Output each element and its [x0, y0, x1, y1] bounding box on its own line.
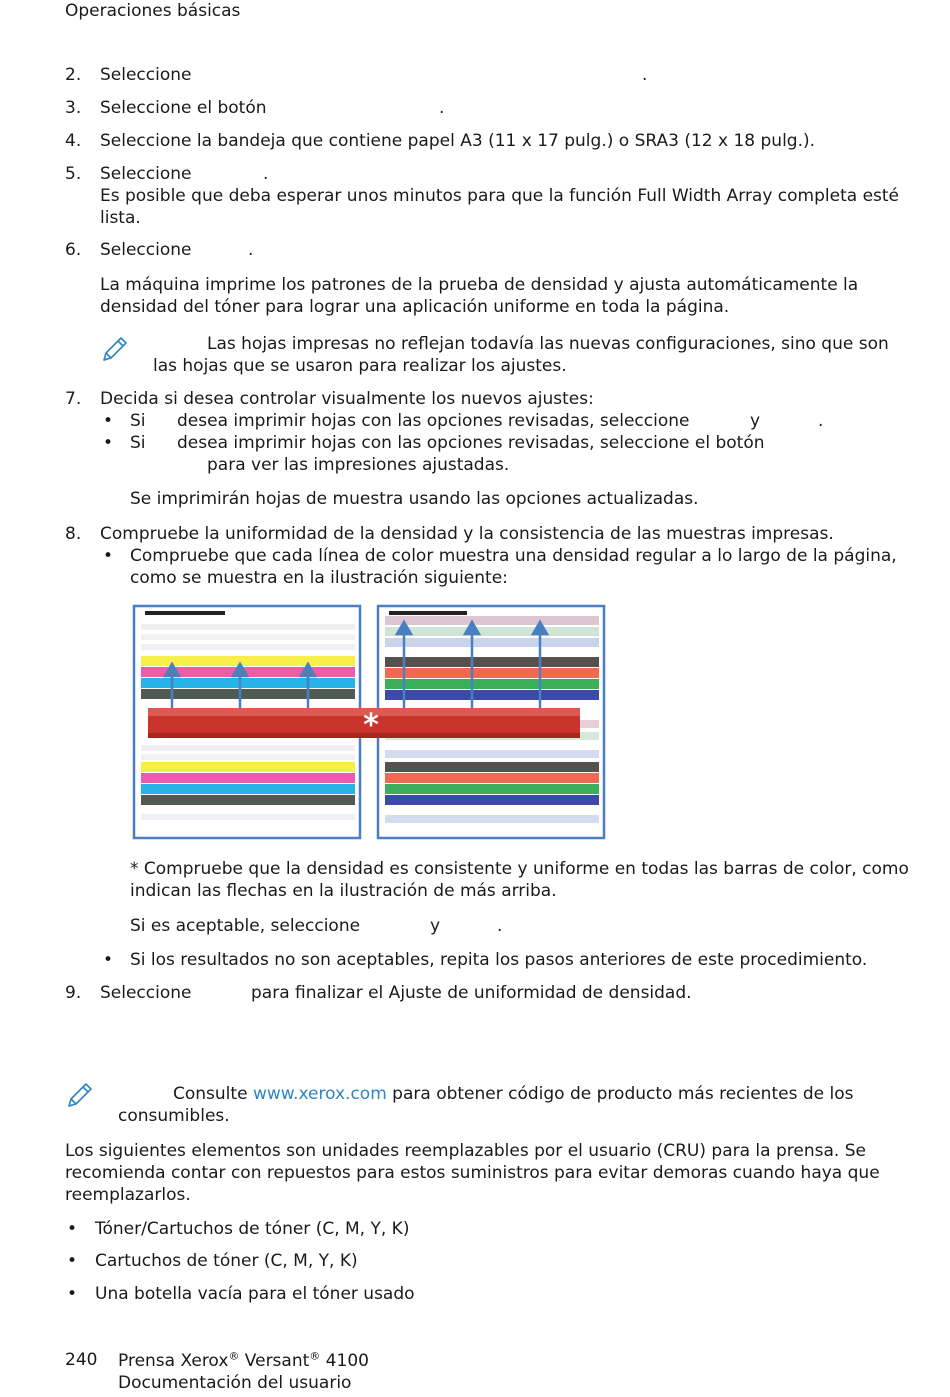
registered-mark: ®: [228, 1349, 240, 1363]
pencil-note-icon: [100, 334, 130, 364]
step-number: 3.: [65, 98, 82, 118]
bullet: •: [103, 433, 114, 453]
density-uniformity-illustration: [132, 602, 608, 842]
step-trail: .: [642, 65, 648, 85]
bullet: •: [103, 546, 114, 566]
product-name: Versant: [239, 1351, 310, 1371]
step-number: 9.: [65, 983, 82, 1003]
page-number: 240: [65, 1350, 98, 1370]
banner-asterisk: *: [363, 708, 379, 743]
bullet: •: [67, 1251, 78, 1271]
paragraph: .: [497, 916, 503, 936]
step-trail: para finalizar el Ajuste de uniformidad de densidad.: [251, 983, 692, 1003]
product-model: 4100: [320, 1351, 369, 1371]
step-detail: lista.: [100, 208, 141, 228]
list-item: Cartuchos de tóner (C, M, Y, K): [95, 1251, 358, 1271]
paragraph: densidad del tóner para lograr una aplicación uniforme en toda la página.: [100, 297, 730, 317]
bullet-text: .: [818, 411, 824, 431]
step-text: Compruebe la uniformidad de la densidad y la consistencia de las muestras impresas.: [100, 524, 834, 544]
bullet-text: Si: [130, 411, 146, 431]
product-name: Prensa Xerox: [118, 1351, 229, 1371]
list-item: Tóner/Cartuchos de tóner (C, M, Y, K): [95, 1219, 410, 1239]
note-text: Las hojas impresas no reflejan todavía las nuevas configuraciones, sino que son: [207, 334, 889, 354]
bullet: •: [67, 1219, 78, 1239]
note-text: las hojas que se usaron para realizar los ajustes.: [153, 356, 567, 376]
bullet-text: como se muestra en la ilustración siguiente:: [130, 568, 508, 588]
paragraph: Si es aceptable, seleccione: [130, 916, 361, 936]
pencil-note-icon: [65, 1080, 95, 1110]
step-text: Seleccione: [100, 983, 192, 1003]
step-text: Seleccione: [100, 65, 192, 85]
paragraph: reemplazarlos.: [65, 1185, 191, 1205]
bullet-text: y: [750, 411, 761, 431]
bullet-text: Compruebe que cada línea de color muestra una densidad regular a lo largo de la página,: [130, 546, 897, 566]
caption: indican las flechas en la ilustración de más arriba.: [130, 881, 557, 901]
step-trail: .: [248, 240, 254, 260]
xerox-link[interactable]: www.xerox.com: [252, 1084, 387, 1104]
step-trail: .: [439, 98, 445, 118]
paragraph: La máquina imprime los patrones de la prueba de densidad y ajusta automáticamente la: [100, 275, 859, 295]
step-text: Seleccione: [100, 240, 192, 260]
bullet-text: Si: [130, 433, 146, 453]
step-trail: .: [263, 164, 269, 184]
note-text: consumibles.: [118, 1106, 230, 1126]
step-text: Seleccione el botón: [100, 98, 267, 118]
step-text: Decida si desea controlar visualmente los nuevos ajustes:: [100, 389, 594, 409]
step-number: 5.: [65, 164, 82, 184]
paragraph: recomienda contar con repuestos para estos suministros para evitar demoras cuando haya que: [65, 1163, 880, 1183]
list-item: Una botella vacía para el tóner usado: [95, 1284, 415, 1304]
running-header: Operaciones básicas: [65, 1, 241, 21]
footer-product: [118, 1350, 369, 1372]
bullet-text: desea imprimir hojas con las opciones revisadas, seleccione el botón: [177, 433, 765, 453]
caption: * Compruebe que la densidad es consistente y uniforme en todas las barras de color, como: [130, 859, 909, 879]
paragraph: Se imprimirán hojas de muestra usando las opciones actualizadas.: [130, 489, 699, 509]
bullet-text: Si los resultados no son aceptables, repita los pasos anteriores de este procedimiento.: [130, 950, 868, 970]
step-text: Seleccione la bandeja que contiene papel A3 (11 x 17 pulg.) o SRA3 (12 x 18 pulg.).: [100, 131, 816, 151]
bullet-text: para ver las impresiones ajustadas.: [207, 455, 510, 475]
step-number: 7.: [65, 389, 82, 409]
bullet: •: [103, 411, 114, 431]
paragraph: y: [430, 916, 441, 936]
note-text: [173, 1083, 853, 1105]
step-number: 8.: [65, 524, 82, 544]
bullet-text: desea imprimir hojas con las opciones revisadas, seleccione: [177, 411, 690, 431]
step-number: 2.: [65, 65, 82, 85]
step-number: 6.: [65, 240, 82, 260]
paragraph: Los siguientes elementos son unidades reemplazables por el usuario (CRU) para la prensa. Se: [65, 1141, 866, 1161]
registered-mark: ®: [309, 1349, 321, 1363]
step-detail: Es posible que deba esperar unos minutos para que la función Full Width Array completa esté: [100, 186, 900, 206]
bullet: •: [67, 1284, 78, 1304]
step-text: Seleccione: [100, 164, 192, 184]
comparison-banner: [148, 708, 580, 743]
footer-doc: Documentación del usuario: [118, 1373, 352, 1393]
bullet: •: [103, 950, 114, 970]
note-post: para obtener código de producto más recientes de los: [392, 1084, 854, 1104]
step-number: 4.: [65, 131, 82, 151]
note-pre: Consulte: [173, 1084, 248, 1104]
